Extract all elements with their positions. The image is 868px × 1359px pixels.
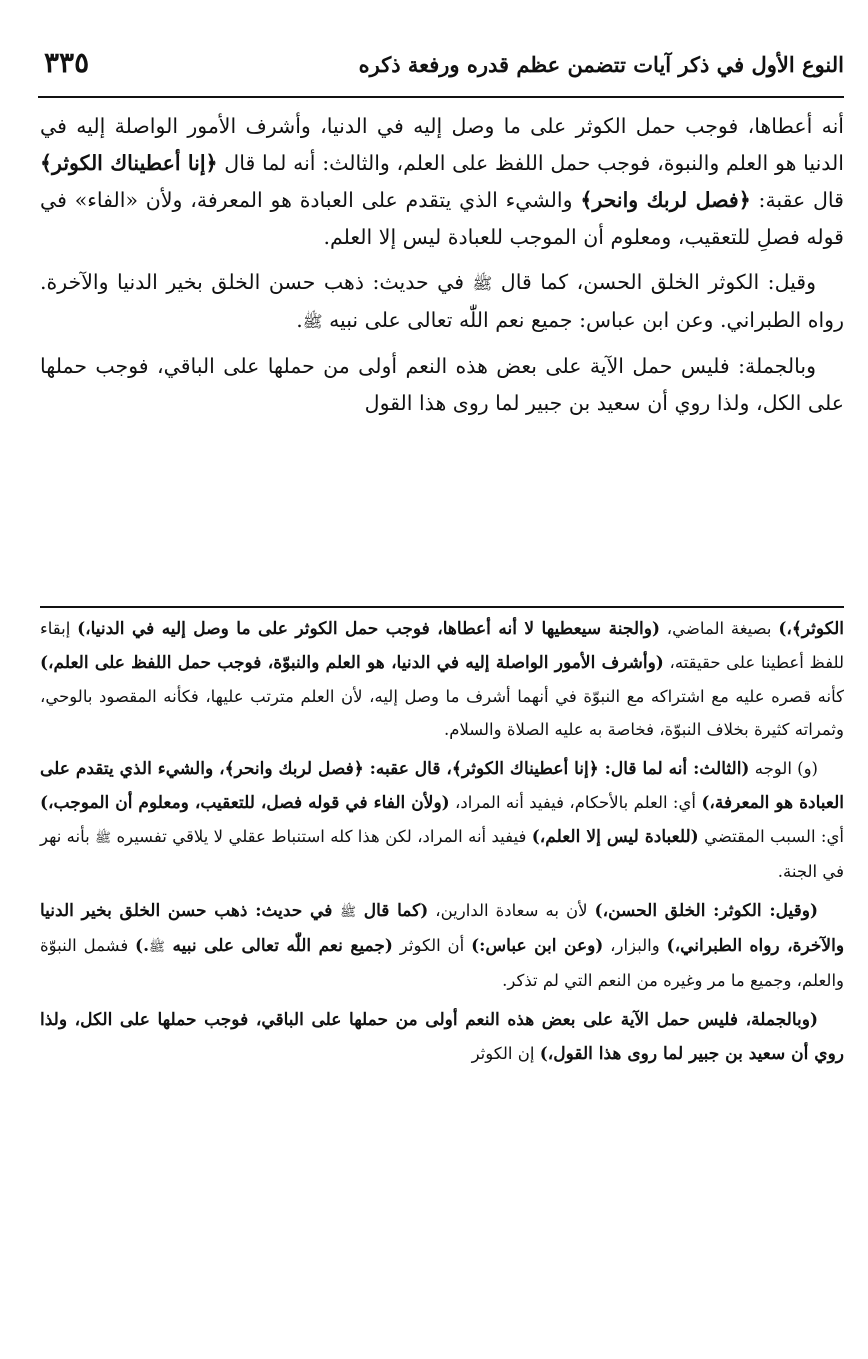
text-run: . [296, 308, 303, 332]
salawat-glyph: ﷺ [149, 940, 165, 955]
quran-quote: ﴿إنا أعطيناك الكوثر﴾ [40, 151, 218, 175]
text-run: فشمل النبوّة والعلم، وجميع ما مر وغيره من النعم التي لم تذكر. [40, 936, 844, 990]
main-paragraph-1 [40, 108, 844, 256]
text-run: أي: العلم بالأحكام، فيفيد أنه المراد، [449, 793, 702, 812]
main-paragraph-2 [40, 264, 844, 340]
salawat-glyph: ﷺ [302, 312, 323, 331]
text-run: بصيغة الماضي، [660, 619, 779, 638]
running-title: النوع الأول في ذكر آيات تتضمن عظم قدره ورفعة ذكره [358, 52, 844, 77]
page-header [38, 46, 844, 94]
text-run: في حديث: ذهب حسن الخلق بخير الدنيا والآخرة. رواه الطبراني. وعن ابن عباس: جميع نعم اللّٰه تعالى على نبيه [40, 270, 844, 332]
bold-run: (وعن ابن عباس:) [471, 936, 604, 956]
commentary-paragraph-1 [40, 612, 844, 746]
bold-run: (الثالث: أنه لما قال: ﴿إنا أعطيناك الكوثر﴾، قال عقبه: ﴿فصل لربك وانحر﴾، والشيء الذي يتقدم على العبادة هو المعرفة،) [39, 759, 845, 813]
text-run: وقيل: الكوثر الخلق الحسن، كما قال [492, 270, 816, 294]
text-run: أي: السبب المقتضي [698, 827, 844, 846]
text-run: أن الكوثر [392, 936, 472, 955]
header-divider [38, 96, 844, 98]
text-run: فيفيد أنه المراد، لكن هذا كله استنباط عقلي لا يلاقي تفسيره [111, 827, 532, 846]
bold-run: .) [135, 936, 150, 956]
text-run: لأن به سعادة الدارين، [428, 901, 595, 920]
salawat-glyph: ﷺ [472, 274, 493, 293]
quran-quote: ﴿فصل لربك وانحر﴾ [580, 188, 751, 212]
page-number: ٣٣٥ [44, 46, 90, 79]
bold-run: (وقيل: الكوثر: الخلق الحسن،) [594, 901, 819, 921]
bold-run: (للعبادة ليس إلا العلم،) [531, 827, 699, 847]
bold-run: الكوثر﴾،) [778, 619, 844, 639]
salawat-glyph: ﷺ [95, 831, 112, 846]
main-text [40, 108, 844, 430]
bold-run: (وبالجملة، فليس حمل الآية على بعض هذه النعم أولى من حملها على الباقي، فوجب حملها على الكل، ولذا روي أن سعيد بن جبير لما روى هذا القول،) [40, 1010, 844, 1064]
main-paragraph-3: وبالجملة: فليس حمل الآية على بعض هذه النعم أولى من حملها على الباقي، فوجب حملها على الكل، ولذا روي أن سعيد بن جبير لما روى هذا القول [40, 354, 844, 415]
commentary-paragraph-2 [40, 752, 844, 888]
commentary [40, 612, 844, 1077]
text-run: والبزار، [603, 936, 667, 955]
bold-run: (ولأن الفاء في قوله فصل، للتعقيب، ومعلوم أن الموجب،) [40, 793, 450, 813]
bold-run: (جميع نعم اللّٰه تعالى على نبيه [164, 936, 393, 956]
salawat-glyph: ﷺ [340, 905, 356, 920]
text-run: كأنه قصره عليه مع اشتراكه مع النبوّة في أنهما أشرف ما وصل إليه، لأن العلم مترتب عليها، فكأنه المقصود بالوحي، وثمراته كثيرة بخلاف النبوّة، فخاصة به عليه الصلاة والسلام. [40, 687, 844, 739]
commentary-paragraph-4 [40, 1003, 844, 1071]
text-run: إن الكوثر [471, 1044, 540, 1063]
text-run: بأنه نهر في الجنة. [40, 827, 844, 881]
text-run: (و) الوجه [749, 759, 818, 778]
text-run: والشيء الذي يتقدم على العبادة هو المعرفة، ولأن «الفاء» في قوله فصلِ للتعقيب، ومعلوم أن الموجب للعبادة ليس إلا العلم. [40, 188, 844, 249]
bold-run: في حديث: ذهب حسن الخلق بخير الدنيا والآخرة، رواه الطبراني،) [40, 901, 845, 956]
bold-run: (كما قال [356, 901, 429, 921]
bold-run: (وأشرف الأمور الواصلة إليه في الدنيا، هو العلم والنبوّة، فوجب حمل اللفظ على العلم،) [40, 653, 664, 673]
commentary-paragraph-3 [40, 894, 844, 997]
text-run: قال عقبة: [750, 188, 844, 212]
commentary-divider [40, 606, 844, 608]
text-run: أنه أعطاها، فوجب حمل الكوثر على ما وصل إليه في الدنيا، وأشرف الأمور الواصلة إليه في الدنيا هو العلم والنبوة، فوجب حمل اللفظ على العلم، والثالث: أنه لما قال [40, 114, 844, 175]
text-run: إبقاء للفظ أعطينا على حقيقته، [40, 619, 844, 672]
bold-run: (والجنة سيعطيها لا أنه أعطاها، فوجب حمل الكوثر على ما وصل إليه في الدنيا،) [77, 619, 661, 639]
